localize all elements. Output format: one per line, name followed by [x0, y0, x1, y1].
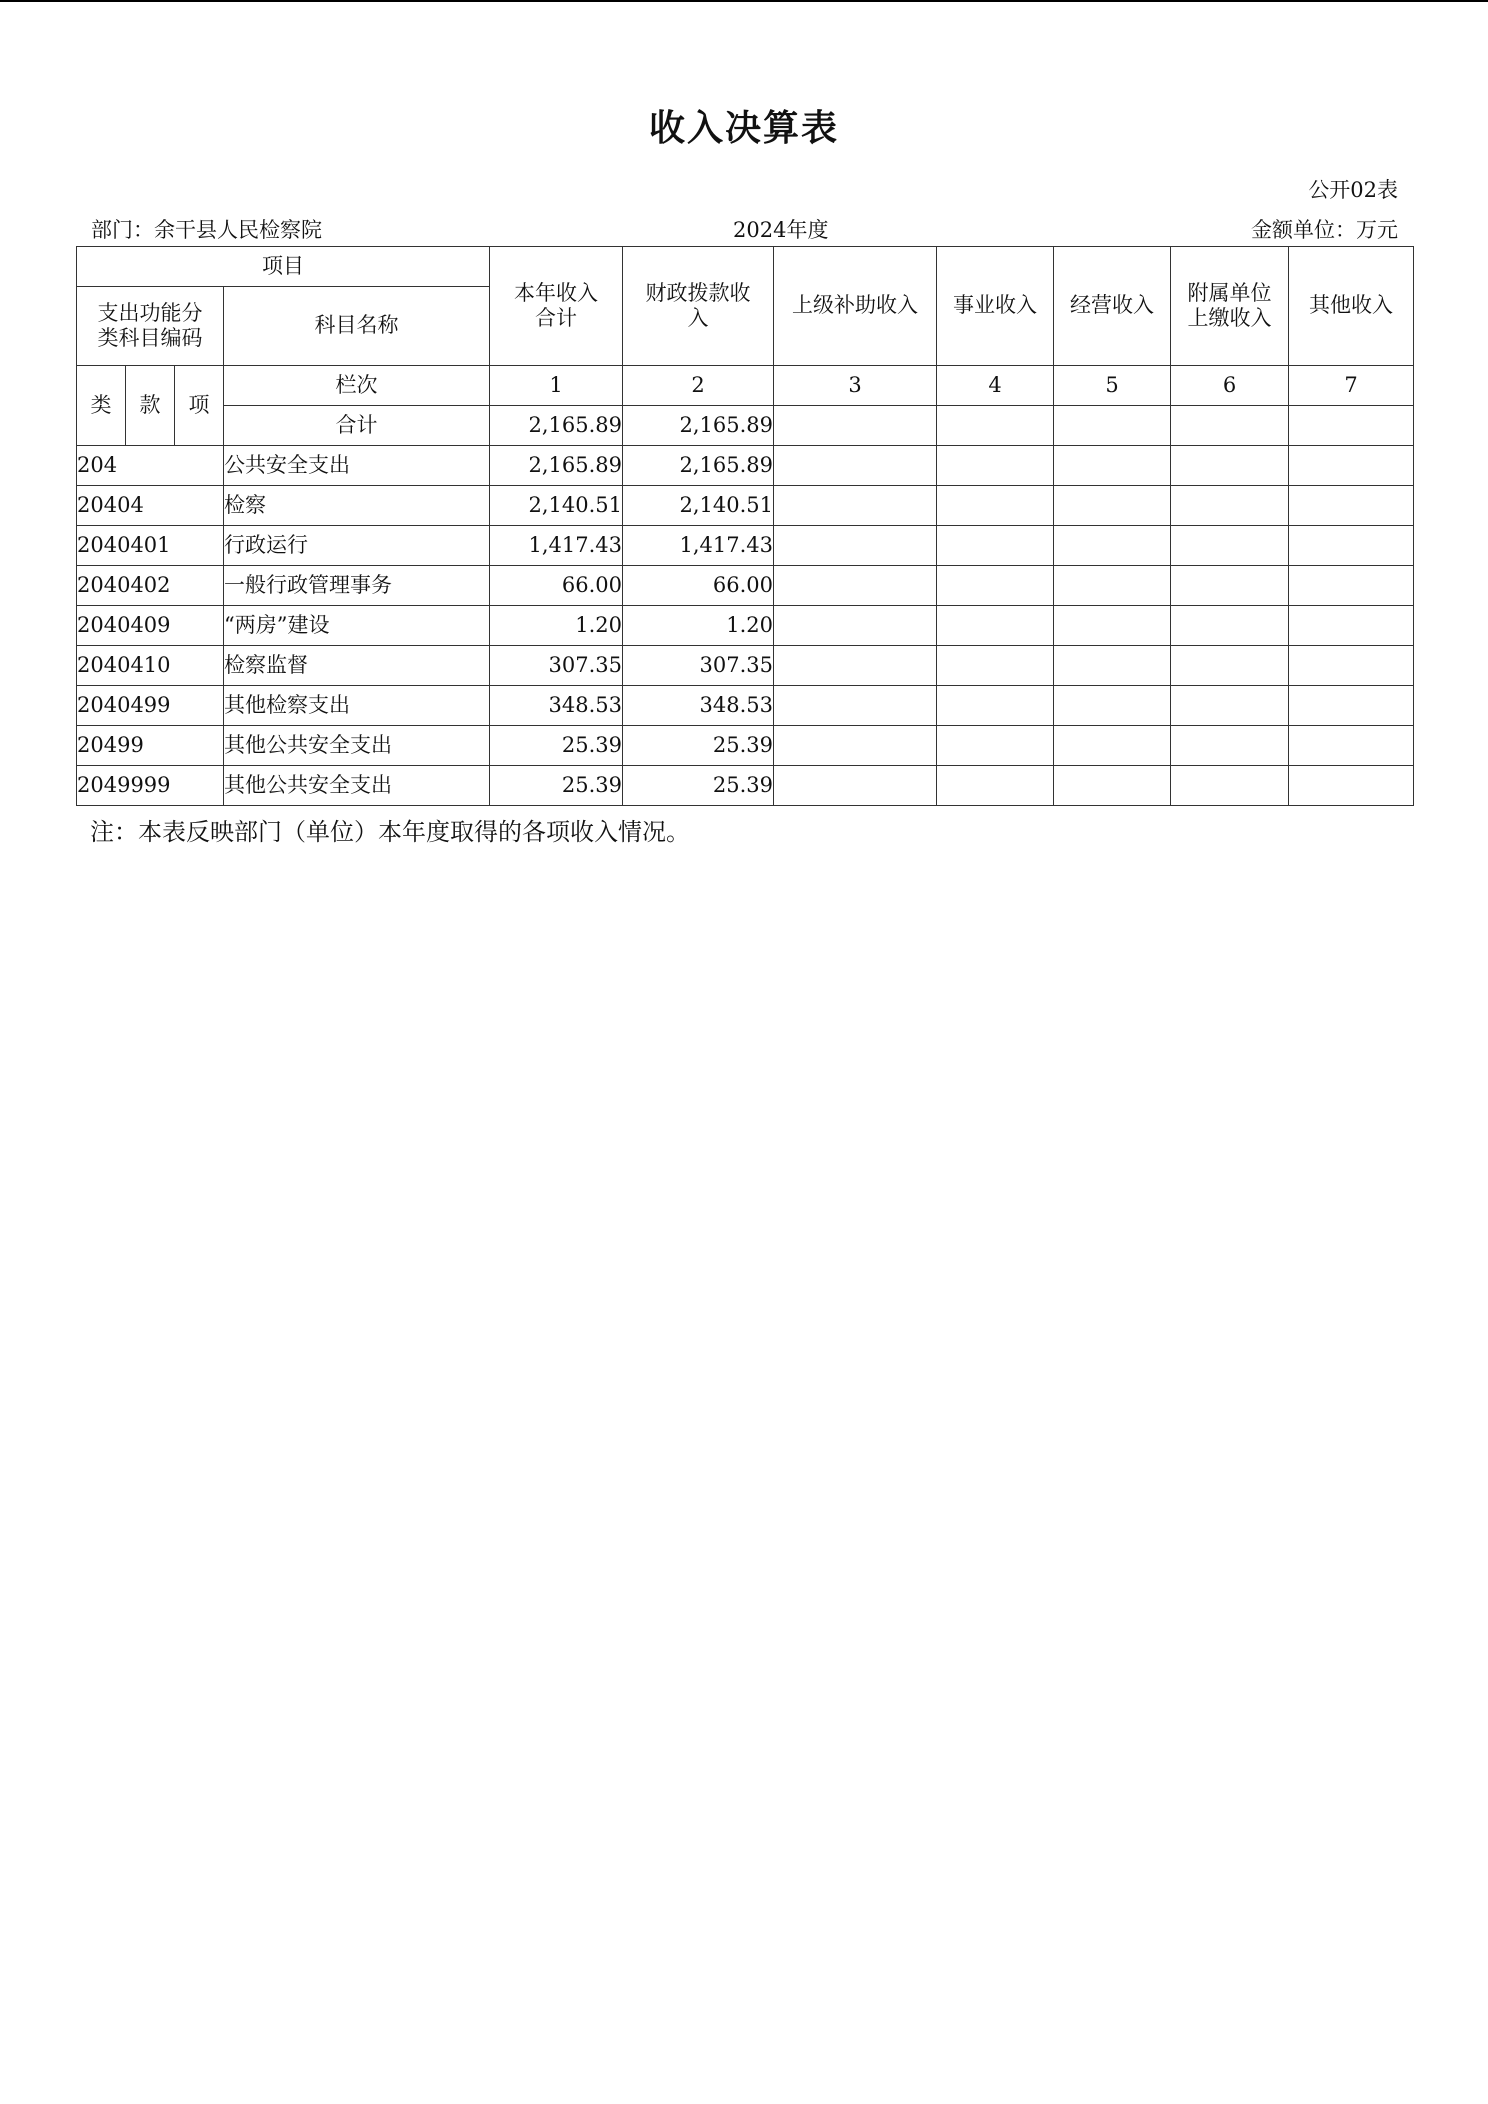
header-fiscal-allocation [623, 247, 774, 366]
total-cell [774, 406, 937, 446]
amount-cell [1054, 766, 1171, 806]
column-number: 5 [1054, 366, 1171, 406]
amount-cell [774, 726, 937, 766]
amount-cell [1289, 646, 1414, 686]
subject-name: 行政运行 [224, 526, 490, 566]
header-function-code-line1: 支出功能分 [97, 300, 203, 325]
header-business-income: 事业收入 [937, 247, 1054, 366]
table-number-label: 公开02表 [1308, 178, 1398, 202]
header-total-income [490, 247, 623, 366]
amount-cell [1289, 766, 1414, 806]
amount-cell [774, 566, 937, 606]
amount-unit-label: 金额单位：万元 [1251, 218, 1398, 242]
header-function-code-line2: 类科目编码 [97, 326, 203, 350]
total-label: 合计 [224, 406, 490, 446]
subject-name: 一般行政管理事务 [224, 566, 490, 606]
amount-cell: 25.39 [490, 766, 623, 806]
amount-cell [774, 446, 937, 486]
subject-name: 检察 [224, 486, 490, 526]
amount-cell [1289, 606, 1414, 646]
income-final-accounts-table [76, 246, 1414, 806]
amount-cell: 25.39 [623, 726, 774, 766]
amount-cell [774, 606, 937, 646]
amount-cell: 2,140.51 [490, 486, 623, 526]
amount-cell [1054, 686, 1171, 726]
table-note: 注：本表反映部门（单位）本年度取得的各项收入情况。 [90, 818, 690, 846]
amount-cell: 2,165.89 [623, 446, 774, 486]
amount-cell [774, 486, 937, 526]
fiscal-year-label: 2024年度 [733, 218, 829, 242]
page-title: 收入决算表 [648, 108, 839, 149]
amount-cell [937, 726, 1054, 766]
subject-code: 20404 [77, 486, 224, 526]
amount-cell [937, 766, 1054, 806]
amount-cell: 348.53 [490, 686, 623, 726]
amount-cell [774, 646, 937, 686]
header-subject-name: 科目名称 [224, 287, 490, 366]
amount-cell [1054, 606, 1171, 646]
subject-code: 2040402 [77, 566, 224, 606]
amount-cell [1171, 566, 1289, 606]
table-row [77, 526, 1414, 566]
amount-cell [1289, 486, 1414, 526]
amount-cell [1054, 566, 1171, 606]
table-row [77, 766, 1414, 806]
column-number: 2 [623, 366, 774, 406]
table-row [77, 646, 1414, 686]
header-affiliated-line1: 附属单位 [1187, 280, 1272, 305]
amount-cell: 25.39 [623, 766, 774, 806]
subject-name: “两房”建设 [224, 606, 490, 646]
table-row [77, 686, 1414, 726]
table-row [77, 566, 1414, 606]
amount-cell [1054, 486, 1171, 526]
subject-code: 2040499 [77, 686, 224, 726]
amount-cell [1289, 726, 1414, 766]
amount-cell [1171, 606, 1289, 646]
header-total-income-line2: 合计 [535, 306, 577, 330]
header-project: 项目 [77, 247, 490, 287]
subject-code: 2049999 [77, 766, 224, 806]
column-number: 3 [774, 366, 937, 406]
amount-cell: 307.35 [490, 646, 623, 686]
amount-cell [1054, 446, 1171, 486]
header-operating-income: 经营收入 [1054, 247, 1171, 366]
header-section: 款 [126, 366, 175, 446]
amount-cell: 1.20 [623, 606, 774, 646]
subject-name: 检察监督 [224, 646, 490, 686]
header-affiliated-units [1171, 247, 1289, 366]
subject-name: 其他公共安全支出 [224, 726, 490, 766]
page-top-border [0, 0, 1488, 2]
column-number: 7 [1289, 366, 1414, 406]
subject-name: 其他公共安全支出 [224, 766, 490, 806]
amount-cell: 1,417.43 [623, 526, 774, 566]
amount-cell [937, 566, 1054, 606]
header-function-code [77, 287, 224, 366]
subject-code: 2040410 [77, 646, 224, 686]
total-cell [1171, 406, 1289, 446]
amount-cell [1054, 526, 1171, 566]
header-row-1 [77, 247, 1414, 287]
amount-cell [1289, 446, 1414, 486]
amount-cell [1171, 486, 1289, 526]
amount-cell: 1,417.43 [490, 526, 623, 566]
amount-cell [1171, 766, 1289, 806]
amount-cell [1289, 526, 1414, 566]
amount-cell: 2,140.51 [623, 486, 774, 526]
header-fiscal-line1: 财政拨款收 [645, 280, 751, 305]
subject-name: 公共安全支出 [224, 446, 490, 486]
amount-cell [774, 526, 937, 566]
amount-cell [937, 526, 1054, 566]
amount-cell [774, 686, 937, 726]
header-fiscal-line2: 入 [687, 306, 709, 330]
amount-cell: 348.53 [623, 686, 774, 726]
amount-cell [1054, 646, 1171, 686]
table-row [77, 446, 1414, 486]
header-other-income: 其他收入 [1289, 247, 1414, 366]
amount-cell [1171, 446, 1289, 486]
amount-cell [774, 766, 937, 806]
total-cell [1054, 406, 1171, 446]
column-number: 4 [937, 366, 1054, 406]
amount-cell [1171, 646, 1289, 686]
amount-cell [1171, 726, 1289, 766]
subject-code: 2040409 [77, 606, 224, 646]
amount-cell [937, 606, 1054, 646]
amount-cell: 66.00 [490, 566, 623, 606]
total-cell [937, 406, 1054, 446]
total-cell [1289, 406, 1414, 446]
amount-cell [937, 646, 1054, 686]
amount-cell [1289, 686, 1414, 726]
amount-cell: 2,165.89 [490, 446, 623, 486]
header-category: 类 [77, 366, 126, 446]
amount-cell [1171, 526, 1289, 566]
header-total-income-line1: 本年收入 [514, 280, 598, 305]
header-superior-subsidy: 上级补助收入 [774, 247, 937, 366]
header-column-index: 栏次 [224, 366, 490, 406]
amount-cell [937, 686, 1054, 726]
amount-cell: 307.35 [623, 646, 774, 686]
column-number: 6 [1171, 366, 1289, 406]
column-number: 1 [490, 366, 623, 406]
amount-cell [937, 446, 1054, 486]
subject-name: 其他检察支出 [224, 686, 490, 726]
amount-cell [937, 486, 1054, 526]
table-row [77, 726, 1414, 766]
table-row [77, 486, 1414, 526]
amount-cell [1171, 686, 1289, 726]
amount-cell: 1.20 [490, 606, 623, 646]
column-index-row [77, 366, 1414, 406]
total-row [77, 406, 1414, 446]
amount-cell [1054, 726, 1171, 766]
amount-cell: 25.39 [490, 726, 623, 766]
subject-code: 2040401 [77, 526, 224, 566]
total-cell: 2,165.89 [490, 406, 623, 446]
header-item: 项 [175, 366, 224, 446]
table-row [77, 606, 1414, 646]
total-cell: 2,165.89 [623, 406, 774, 446]
header-affiliated-line2: 上缴收入 [1187, 306, 1272, 330]
subject-code: 204 [77, 446, 224, 486]
amount-cell [1289, 566, 1414, 606]
subject-code: 20499 [77, 726, 224, 766]
amount-cell: 66.00 [623, 566, 774, 606]
department-label: 部门：余干县人民检察院 [91, 218, 322, 242]
